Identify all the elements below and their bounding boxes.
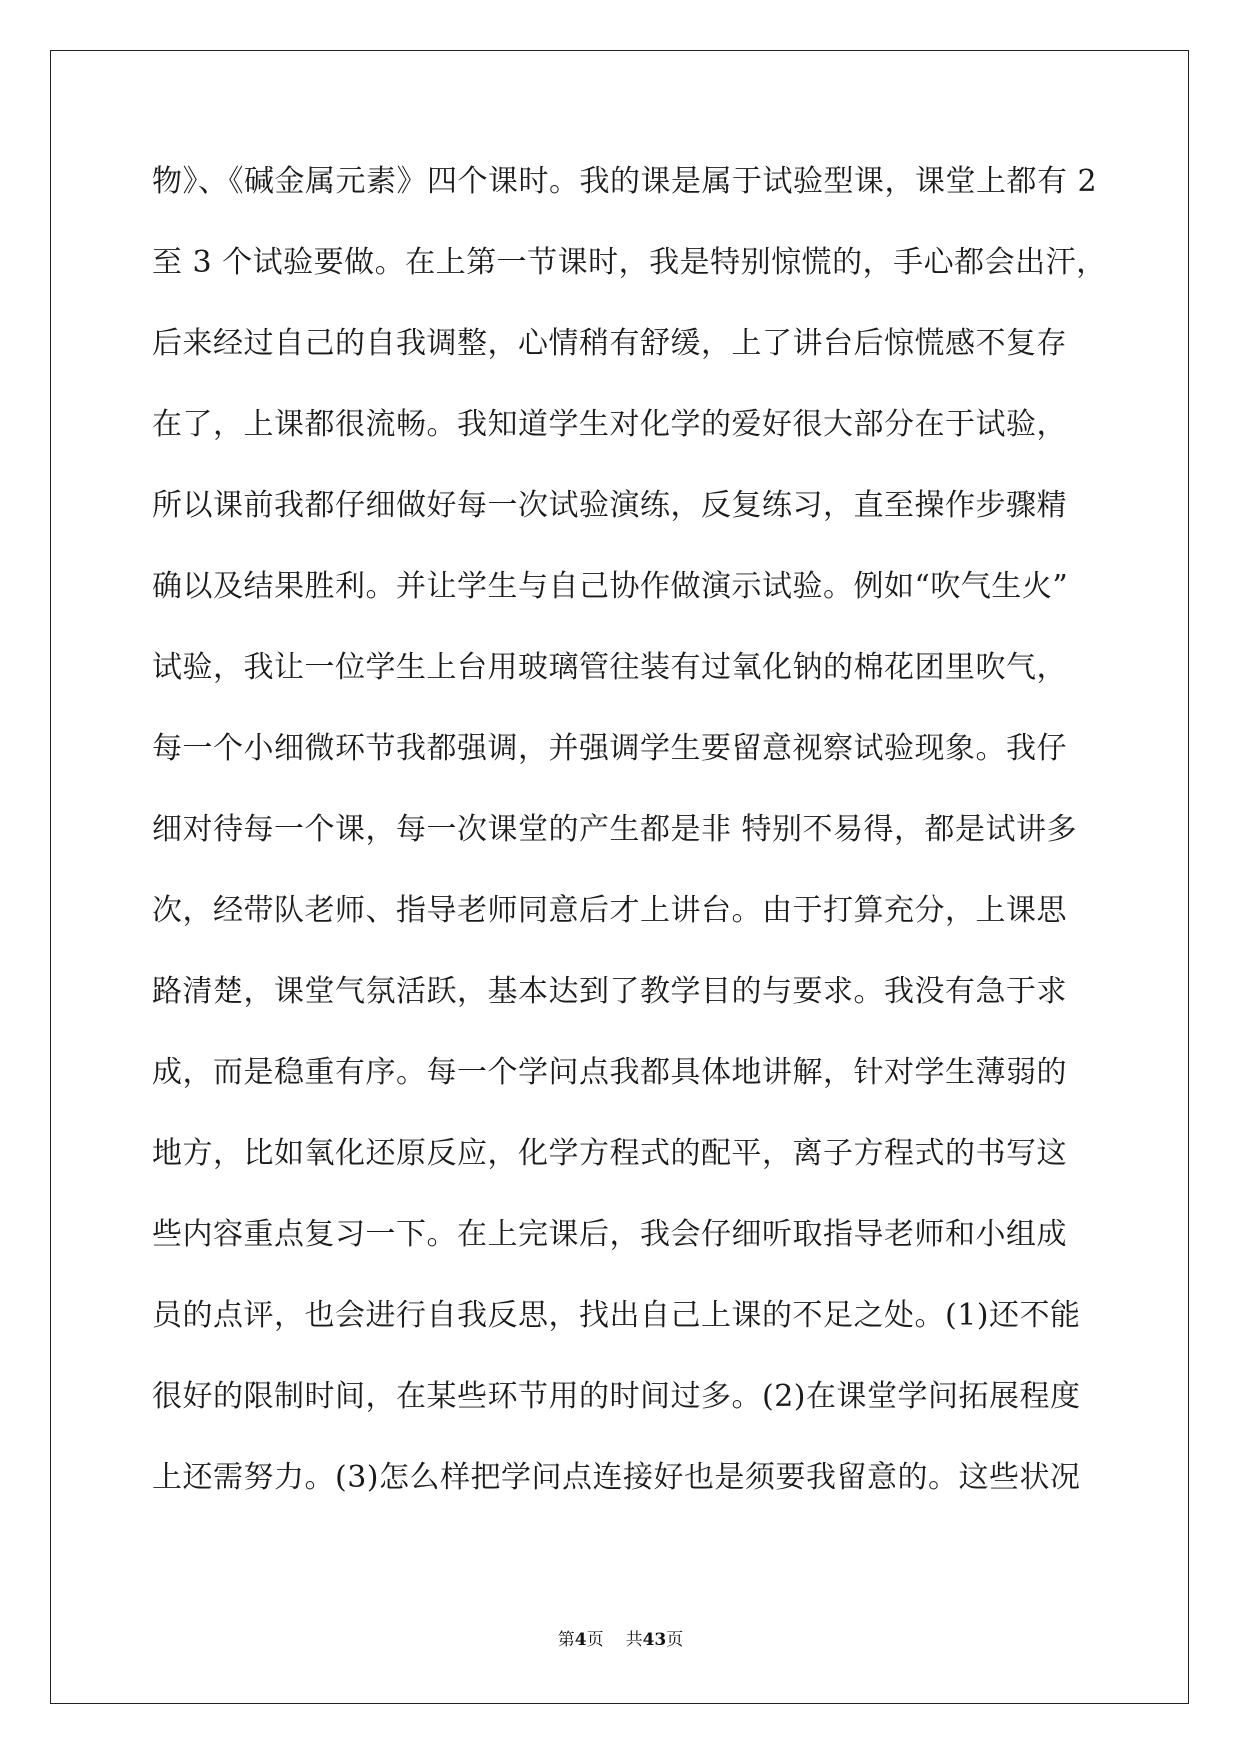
total-pages: 43 [642, 1630, 667, 1650]
text-line: 些内容重点复习一下。在上完课后，我会仔细听取指导老师和小组成 [152, 1217, 1067, 1252]
text-line: 物》、《碱金属元素》四个课时。我的课是属于试验型课，课堂上都有 2 [152, 164, 1098, 199]
text-line: 成，而是稳重有序。每一个学问点我都具体地讲解，针对学生薄弱的 [152, 1055, 1067, 1090]
text-line: 每一个小细微环节我都强调，并强调学生要留意视察试验现象。我仔 [152, 731, 1067, 766]
page-suffix: 页 [586, 1630, 604, 1650]
text-line: 在了，上课都很流畅。我知道学生对化学的爱好很大部分在于试验， [152, 407, 1067, 442]
page-number: 4 [574, 1630, 587, 1650]
page-prefix: 第 [557, 1630, 575, 1650]
text-line: 细对待每一个课，每一次课堂的产生都是非 特别不易得，都是试讲多 [152, 812, 1078, 847]
text-line: 试验，我让一位学生上台用玻璃管往装有过氧化钠的棉花团里吹气， [152, 650, 1067, 685]
text-line: 至 3 个试验要做。在上第一节课时，我是特别惊慌的，手心都会出汗， [152, 245, 1107, 280]
total-suffix: 页 [666, 1630, 684, 1650]
text-line: 所以课前我都仔细做好每一次试验演练，反复练习，直至操作步骤精 [152, 488, 1067, 523]
text-line: 上还需努力。(3)怎么样把学问点连接好也是须要我留意的。这些状况 [152, 1460, 1081, 1495]
text-line: 路清楚，课堂气氛活跃，基本达到了教学目的与要求。我没有急于求 [152, 974, 1067, 1009]
text-line: 员的点评，也会进行自我反思，找出自己上课的不足之处。(1)还不能 [152, 1298, 1081, 1333]
text-line: 确以及结果胜利。并让学生与自己协作做演示试验。例如“吹气生火” [152, 569, 1069, 604]
total-prefix: 共 [625, 1630, 643, 1650]
document-body [152, 162, 1107, 1539]
text-line: 很好的限制时间，在某些环节用的时间过多。(2)在课堂学问拓展程度 [152, 1379, 1081, 1414]
text-line: 地方，比如氧化还原反应，化学方程式的配平，离子方程式的书写这 [152, 1136, 1067, 1171]
text-line: 后来经过自己的自我调整，心情稍有舒缓，上了讲台后惊慌感不复存 [152, 326, 1067, 361]
text-line: 次，经带队老师、指导老师同意后才上讲台。由于打算充分，上课思 [152, 893, 1067, 928]
page-footer [0, 1625, 1241, 1650]
